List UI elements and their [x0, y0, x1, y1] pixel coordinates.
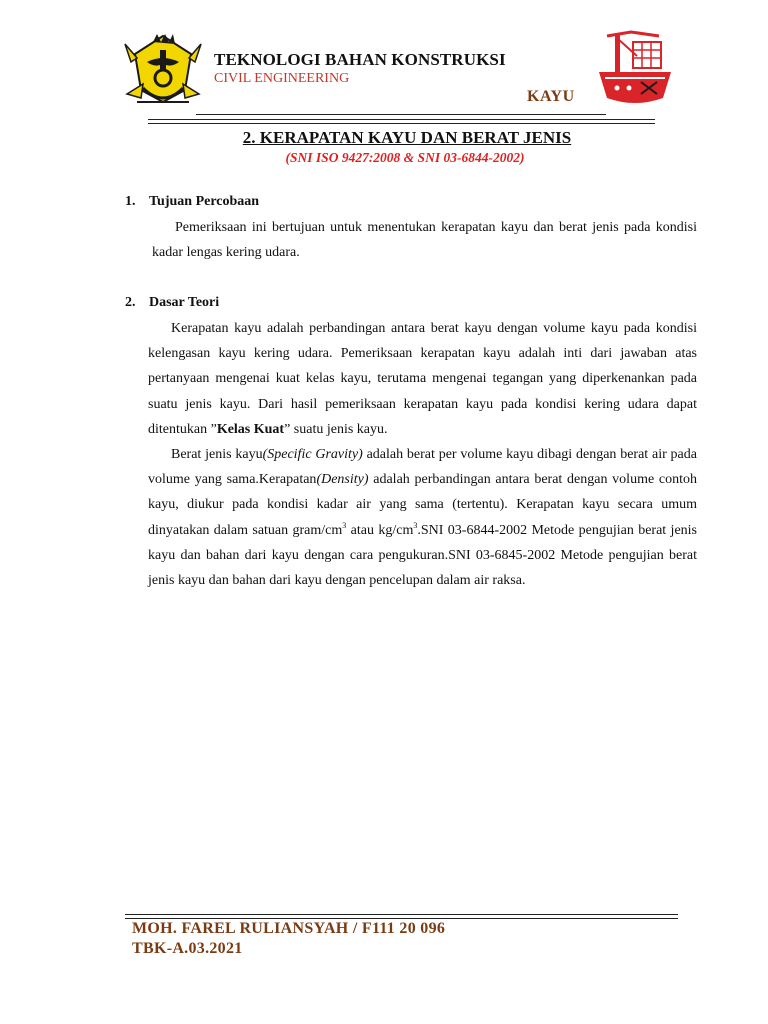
section-1-heading: Tujuan Percobaan: [149, 194, 260, 209]
p2-text-e: adalah perbandingan antara berat dengan volume contoh kayu, diukur pada kondisi kadar air yang sama (tertentu). Kerapatan kayu secara umum dinyatakan dalam satuan gram/cm: [148, 472, 697, 538]
p1-text-before: Kerapatan kayu adalah perbandingan antara berat kayu dengan volume kayu pada kondisi kelengasan kayu kering udara. Pemeriksaan kerapatan kayu adalah inti dari jawaban atas pertanyaan mengenai kuat kelas kayu, terutama mengenai tegangan yang diperkenankan pada suatu jenis kayu. Dari hasil pemeriksaan kerapatan kayu pada kondisi kering udara dapat ditentukan ”: [148, 321, 697, 437]
header-rule-thin: [196, 114, 606, 115]
footer-group-code: TBK-A.03.2021: [132, 940, 243, 957]
standard-reference: (SNI ISO 9427:2008 & SNI 03-6844-2002): [285, 150, 525, 165]
header-rule-double: [148, 119, 655, 124]
section-2-paragraph-2: [148, 442, 697, 593]
page-title: 2. KERAPATAN KAYU DAN BERAT JENIS: [242, 128, 572, 147]
unit-exponent-2: 3: [413, 520, 418, 530]
p1-text-after: ” suatu jenis kayu.: [284, 421, 388, 437]
section-2-heading: Dasar Teori: [149, 295, 220, 310]
p2-text-f: atau kg/cm: [346, 522, 414, 538]
course-title: TEKNOLOGI BAHAN KONSTRUKSI: [214, 50, 506, 69]
section-1-number: 1.: [125, 194, 136, 209]
unit-exponent-1: 3: [342, 520, 347, 530]
section-2-paragraph-1: [148, 316, 697, 442]
department-label: CIVIL ENGINEERING: [214, 71, 350, 86]
section-2-number: 2.: [125, 295, 136, 310]
specific-gravity-term: (Specific Gravity): [262, 447, 363, 462]
p2-text-c: adalah berat per volume kayu dibagi dengan berat air pada volume yang sama.Kerapatan: [148, 447, 697, 488]
footer-author: MOH. FAREL RULIANSYAH / F111 20 096: [132, 920, 446, 937]
crane-ship-icon: [597, 28, 673, 106]
density-term: (Density): [316, 472, 369, 488]
p2-text-g: .SNI 03-6844-2002 Metode pengujian berat jenis kayu dan bahan dari kayu dengan cara pengukuran.SNI 03-6845-2002 Metode pengujian berat jenis kayu dan bahan dari kayu dengan pencelupan dalam air raksa.: [148, 522, 697, 589]
p2-text-a: Berat jenis kayu: [171, 447, 263, 462]
kelas-kuat-term: Kelas Kuat: [216, 421, 285, 437]
section-1-paragraph: Pemeriksaan ini bertujuan untuk menentukan kerapatan kayu dan berat jenis pada kondisi kadar lengas kering udara.: [152, 220, 697, 261]
topic-label: KAYU: [527, 88, 575, 105]
footer-rule-double: [125, 914, 678, 919]
university-emblem-icon: [123, 32, 203, 108]
